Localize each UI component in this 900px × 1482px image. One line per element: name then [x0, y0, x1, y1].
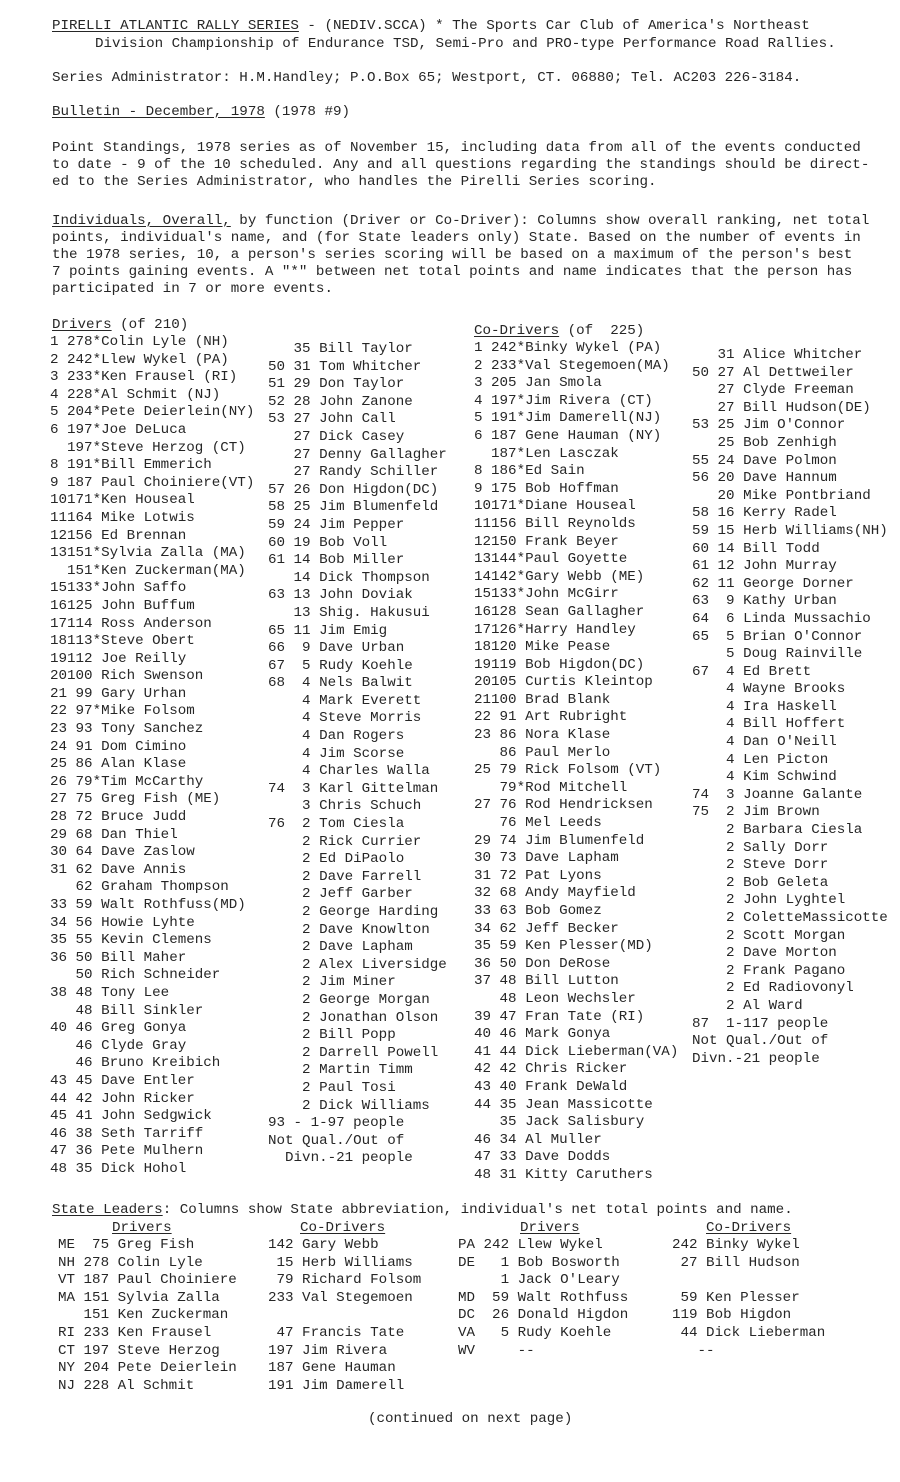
list-item: 2 Frank Pagano	[692, 962, 846, 979]
list-item: 9 175 Bob Hoffman	[474, 480, 619, 497]
list-item: 14 Dick Thompson	[268, 569, 430, 586]
list-item: 25 Bob Zenhigh	[692, 434, 837, 451]
list-item: 18120 Mike Pease	[474, 639, 611, 656]
list-item: 151 Ken Zuckerman	[58, 1307, 229, 1324]
list-item: 2 Dave Knowlton	[268, 921, 430, 938]
list-item: 27 75 Greg Fish (ME)	[50, 791, 221, 808]
list-item: 66 9 Dave Urban	[268, 640, 405, 657]
list-item: 35 Jack Salisbury	[474, 1114, 645, 1131]
bulletin-line	[52, 104, 350, 121]
list-item: 40 46 Mark Gonya	[474, 1026, 611, 1043]
list-item: 60 14 Bill Todd	[692, 540, 820, 557]
list-item: 197*Steve Herzog (CT)	[50, 439, 246, 456]
list-item: 87 1-117 people	[692, 1015, 829, 1032]
list-item: 14142*Gary Webb (ME)	[474, 568, 645, 585]
list-item: 5 204*Pete Deierlein(NY)	[50, 404, 255, 421]
list-item: 48 35 Dick Hohol	[50, 1160, 187, 1177]
series-subtitle: Division Championship of Endurance TSD, Semi-Pro and PRO-type Performance Road Rallies.	[95, 36, 836, 52]
list-item: 35 Bill Taylor	[268, 341, 413, 357]
list-item: 4 Wayne Brooks	[692, 681, 846, 698]
list-item: 21 99 Gary Urhan	[50, 685, 187, 702]
list-item: 65 5 Brian O'Connor	[692, 628, 863, 645]
list-item: 48 Leon Wechsler	[474, 990, 636, 1007]
list-item: 4 Ira Haskell	[692, 698, 837, 715]
list-item: CT 197 Steve Herzog	[58, 1342, 220, 1359]
list-item: 2 Ed Radiovonyl	[692, 980, 854, 997]
list-item: 39 47 Fran Tate (RI)	[474, 1008, 645, 1025]
list-item: 63 13 John Doviak	[268, 587, 413, 604]
list-item: 2 Jonathan Olson	[268, 1009, 439, 1026]
list-item: 20100 Rich Swenson	[50, 668, 204, 685]
list-item: 10171*Ken Houseal	[50, 492, 195, 509]
list-item: 5 191*Jim Damerell(NJ)	[474, 410, 662, 427]
list-item: Not Qual./Out of	[268, 1132, 405, 1149]
list-item: PA 242 Llew Wykel	[458, 1237, 603, 1253]
list-item: 34 56 Howie Lyhte	[50, 914, 195, 931]
list-item: 27 Bill Hudson(DE)	[692, 399, 871, 416]
list-item: 1 278*Colin Lyle (NH)	[50, 334, 229, 350]
list-item: 58 16 Kerry Radel	[692, 505, 837, 522]
list-item: 4 197*Jim Rivera (CT)	[474, 392, 653, 409]
list-item: WV --	[458, 1342, 535, 1359]
list-item: 36 50 Don DeRose	[474, 955, 611, 972]
list-item: 3 233*Ken Frausel (RI)	[50, 369, 238, 386]
list-item: 27 76 Rod Hendricksen	[474, 797, 653, 814]
list-item: 45 41 John Sedgwick	[50, 1108, 212, 1125]
list-item: 2 Martin Timm	[268, 1062, 413, 1079]
bulletin-title: Bulletin - December, 1978	[52, 104, 265, 120]
list-item: 233 Val Stegemoen	[268, 1289, 413, 1306]
list-item: 33 63 Bob Gomez	[474, 903, 602, 919]
codrivers-heading: Co-Drivers (of 225)	[474, 323, 645, 339]
list-item: 2 Bill Popp	[268, 1027, 396, 1044]
individuals-line-5: participated in 7 or more events.	[52, 281, 333, 297]
list-item: 4 Len Picton	[692, 751, 829, 768]
list-item: 2 Scott Morgan	[692, 927, 846, 944]
list-item: 36 50 Bill Maher	[50, 949, 187, 966]
individuals-line-4: 7 points gaining events. A "*" between net total points and name indicates that the person has	[52, 264, 853, 280]
list-item: Divn.-21 people	[268, 1150, 413, 1167]
state-right-drivers	[458, 1237, 628, 1360]
list-item: 2 233*Val Stegemoen(MA)	[474, 357, 670, 374]
list-item: 197 Jim Rivera	[268, 1342, 388, 1359]
list-item: 2 George Morgan	[268, 991, 430, 1008]
list-item: 2 Bob Geleta	[692, 874, 829, 891]
list-item: 25 86 Alan Klase	[50, 756, 187, 773]
list-item: 4 Dan O'Neill	[692, 734, 837, 751]
list-item: 2 Rick Currier	[268, 833, 422, 850]
list-item: 53 27 John Call	[268, 411, 396, 428]
list-item: 4 Kim Schwind	[692, 769, 837, 786]
list-item: 48 Bill Sinkler	[50, 1002, 204, 1019]
list-item: 46 Bruno Kreibich	[50, 1055, 221, 1072]
list-item: 44 Dick Lieberman	[672, 1324, 826, 1341]
intro-line-1: Point Standings, 1978 series as of November 15, including data from all of the events conducted	[52, 140, 861, 156]
series-title: PIRELLI ATLANTIC RALLY SERIES	[52, 18, 299, 34]
list-item: 19119 Bob Higdon(DC)	[474, 656, 645, 673]
list-item: 29 74 Jim Blumenfeld	[474, 832, 645, 849]
list-item: 17114 Ross Anderson	[50, 615, 212, 632]
list-item: 17126*Harry Handley	[474, 621, 636, 638]
list-item: 2 Paul Tosi	[268, 1079, 396, 1096]
state-left-codrivers	[268, 1237, 421, 1395]
list-item: NJ 228 Al Schmit	[58, 1377, 195, 1394]
list-item: 2 George Harding	[268, 904, 439, 920]
list-item: NY 204 Pete Deierlein	[58, 1360, 237, 1377]
list-item	[268, 1307, 421, 1325]
list-item: 55 24 Dave Polmon	[692, 452, 837, 469]
list-item: 30 73 Dave Lapham	[474, 850, 619, 867]
list-item: 4 Jim Scorse	[268, 745, 405, 762]
list-item: 50 27 Al Dettweiler	[692, 364, 854, 381]
list-item: --	[672, 1342, 715, 1359]
list-item: 74 3 Joanne Galante	[692, 786, 863, 803]
list-item: 2 John Lyghtel	[692, 892, 846, 909]
intro-line-3: ed to the Series Administrator, who handles the Pirelli Series scoring.	[52, 174, 657, 190]
list-item: 27 Bill Hudson	[672, 1254, 800, 1271]
state-left-drivers-header: Drivers	[112, 1220, 172, 1236]
list-item: 30 64 Dave Zaslow	[50, 844, 195, 861]
list-item: 42 42 Chris Ricker	[474, 1061, 628, 1078]
state-right-codrivers-header: Co-Drivers	[706, 1220, 792, 1236]
list-item: 33 59 Walt Rothfuss(MD)	[50, 897, 246, 913]
list-item: 76 Mel Leeds	[474, 815, 602, 832]
list-item: 20 Mike Pontbriand	[692, 487, 871, 504]
list-item: 119 Bob Higdon	[672, 1307, 792, 1324]
list-item: 12150 Frank Beyer	[474, 533, 619, 550]
drivers-column-1	[50, 334, 254, 1179]
list-item: 74 3 Karl Gittelman	[268, 780, 439, 797]
list-item: 4 Mark Everett	[268, 692, 422, 709]
list-item: 13144*Paul Goyette	[474, 551, 628, 568]
list-item: 27 Clyde Freeman	[692, 382, 854, 399]
list-item: 27 Denny Gallagher	[268, 446, 447, 463]
list-item: MD 59 Walt Rothfuss	[458, 1289, 629, 1306]
list-item: 187 Gene Hauman	[268, 1360, 396, 1377]
list-item: NH 278 Colin Lyle	[58, 1254, 203, 1271]
list-item: 47 36 Pete Mulhern	[50, 1143, 204, 1160]
codrivers-column-1	[474, 340, 678, 1185]
list-item: 2 Barbara Ciesla	[692, 822, 863, 839]
list-item: 2 Jeff Garber	[268, 886, 413, 903]
list-item: 4 Steve Morris	[268, 710, 422, 727]
state-left-drivers	[58, 1237, 237, 1395]
list-item: 11156 Bill Reynolds	[474, 515, 636, 532]
list-item: 21100 Brad Blank	[474, 691, 611, 708]
list-item: 1 242*Binky Wykel (PA)	[474, 340, 662, 356]
list-item: 8 186*Ed Sain	[474, 463, 585, 480]
list-item: 76 2 Tom Ciesla	[268, 816, 405, 833]
list-item: 37 48 Bill Lutton	[474, 973, 619, 990]
list-item	[672, 1272, 825, 1290]
drivers-column-2	[268, 341, 447, 1168]
list-item: 79*Rod Mitchell	[474, 779, 628, 796]
list-item: 31 72 Pat Lyons	[474, 867, 602, 884]
list-item: ME 75 Greg Fish	[58, 1237, 195, 1253]
list-item: 44 42 John Ricker	[50, 1090, 195, 1107]
list-item: 151*Ken Zuckerman(MA)	[50, 562, 246, 579]
list-item: 75 2 Jim Brown	[692, 804, 820, 821]
list-item: 34 62 Jeff Becker	[474, 920, 619, 937]
list-item: 67 4 Ed Brett	[692, 663, 812, 680]
list-item: 187*Len Lasczak	[474, 445, 619, 462]
list-item: 4 Charles Walla	[268, 763, 430, 780]
list-item: 38 48 Tony Lee	[50, 984, 170, 1001]
list-item: 46 Clyde Gray	[50, 1037, 187, 1054]
list-item: 2 Al Ward	[692, 997, 803, 1014]
list-item: 60 19 Bob Voll	[268, 534, 388, 551]
list-item: 8 191*Bill Emmerich	[50, 457, 212, 474]
list-item: 50 31 Tom Whitcher	[268, 358, 422, 375]
list-item: 93 - 1-97 people	[268, 1115, 405, 1132]
series-title-line	[52, 18, 810, 35]
state-leaders-heading: State Leaders	[52, 1202, 163, 1218]
list-item: 67 5 Rudy Koehle	[268, 657, 413, 674]
list-item: 32 68 Andy Mayfield	[474, 885, 636, 902]
intro-line-2: to date - 9 of the 10 scheduled. Any and all questions regarding the standings should be direct-	[52, 157, 870, 173]
list-item: VA 5 Rudy Koehle	[458, 1324, 612, 1341]
list-item: 13151*Sylvia Zalla (MA)	[50, 545, 246, 562]
list-item: 22 97*Mike Folsom	[50, 703, 195, 720]
list-item: 191 Jim Damerell	[268, 1377, 405, 1394]
state-left-codrivers-header: Co-Drivers	[300, 1220, 386, 1236]
list-item: 18113*Steve Obert	[50, 633, 195, 650]
list-item: 63 9 Kathy Urban	[692, 593, 837, 610]
list-item: 57 26 Don Higdon(DC)	[268, 481, 439, 498]
list-item: 1 Jack O'Leary	[458, 1272, 620, 1289]
list-item: 9 187 Paul Choiniere(VT)	[50, 474, 255, 491]
list-item: 4 Dan Rogers	[268, 728, 405, 745]
list-item: 86 Paul Merlo	[474, 744, 611, 761]
list-item: VT 187 Paul Choiniere	[58, 1272, 237, 1289]
list-item: 16128 Sean Gallagher	[474, 603, 645, 620]
list-item: 25 79 Rick Folsom (VT)	[474, 762, 662, 779]
list-item: 3 Chris Schuch	[268, 798, 422, 815]
list-item: 27 Dick Casey	[268, 428, 405, 445]
list-item: 2 ColetteMassicotte	[692, 910, 888, 926]
list-item: 23 93 Tony Sanchez	[50, 721, 204, 738]
list-item: 2 Dave Farrell	[268, 868, 422, 885]
list-item: 68 4 Nels Balwit	[268, 675, 413, 692]
list-item: 2 Dick Williams	[268, 1097, 430, 1114]
list-item: 56 20 Dave Hannum	[692, 470, 837, 487]
list-item: 43 40 Frank DeWald	[474, 1078, 628, 1095]
list-item: 59 15 Herb Williams(NH)	[692, 522, 888, 539]
list-item: 47 33 Dave Dodds	[474, 1149, 611, 1166]
bulletin-number: (1978 #9)	[264, 104, 350, 120]
list-item: 58 25 Jim Blumenfeld	[268, 499, 439, 516]
list-item: 13 Shig. Hakusui	[268, 604, 430, 621]
list-item: DC 26 Donald Higdon	[458, 1307, 629, 1324]
list-item: 4 Bill Hoffert	[692, 716, 846, 733]
list-item: 43 45 Dave Entler	[50, 1072, 195, 1089]
list-item: 2 Darrell Powell	[268, 1044, 439, 1061]
list-item: 2 Dave Lapham	[268, 939, 413, 956]
list-item: 2 Alex Liversidge	[268, 956, 447, 973]
list-item: 44 35 Jean Massicotte	[474, 1096, 653, 1113]
list-item: 11164 Mike Lotwis	[50, 509, 195, 526]
list-item: 2 Sally Dorr	[692, 839, 829, 856]
list-item: 2 242*Llew Wykel (PA)	[50, 351, 229, 368]
list-item: 15133*John McGirr	[474, 586, 619, 603]
individuals-heading: Individuals, Overall,	[52, 213, 231, 229]
individuals-line-3: the 1978 series, 10, a person's series scoring will be based on a maximum of the person's best	[52, 247, 853, 263]
list-item: 5 Doug Rainville	[692, 646, 863, 663]
list-item: 40 46 Greg Gonya	[50, 1020, 187, 1037]
list-item: 61 14 Bob Miller	[268, 552, 405, 569]
list-item: 3 205 Jan Smola	[474, 375, 602, 392]
individuals-line-2: points, individual's name, and (for State leaders only) State. Based on the number of events in	[52, 230, 861, 246]
list-item: Not Qual./Out of	[692, 1033, 829, 1050]
list-item: 242 Binky Wykel	[672, 1237, 800, 1253]
list-item: 65 11 Jim Emig	[268, 622, 388, 639]
list-item: 6 197*Joe DeLuca	[50, 421, 187, 438]
list-item: 62 Graham Thompson	[50, 879, 229, 896]
list-item: RI 233 Ken Frausel	[58, 1324, 212, 1341]
list-item: MA 151 Sylvia Zalla	[58, 1289, 220, 1306]
list-item: 31 62 Dave Annis	[50, 861, 187, 878]
list-item: 142 Gary Webb	[268, 1237, 379, 1253]
list-item: 10171*Diane Houseal	[474, 498, 636, 515]
list-item: Divn.-21 people	[692, 1050, 820, 1067]
list-item: 79 Richard Folsom	[268, 1272, 422, 1289]
list-item: 22 91 Art Rubright	[474, 709, 628, 726]
individuals-line-1: Individuals, Overall, by function (Driver or Co-Driver): Columns show overall ranking, net total	[52, 213, 870, 229]
list-item: 2 Ed DiPaolo	[268, 851, 405, 868]
list-item: 19112 Joe Reilly	[50, 650, 187, 667]
list-item: 2 Jim Miner	[268, 974, 396, 991]
list-item: 28 72 Bruce Judd	[50, 809, 187, 826]
administrator-line: Series Administrator: H.M.Handley; P.O.Box 65; Westport, CT. 06880; Tel. AC203 226-3184.	[52, 70, 802, 86]
list-item: 23 86 Nora Klase	[474, 727, 611, 744]
list-item: 46 38 Seth Tarriff	[50, 1125, 204, 1142]
list-item: 35 59 Ken Plesser(MD)	[474, 938, 653, 955]
state-right-drivers-header: Drivers	[520, 1220, 580, 1236]
list-item: 16125 John Buffum	[50, 597, 195, 614]
state-leaders-description: : Columns show State abbreviation, individual's net total points and name.	[162, 1202, 793, 1218]
state-leaders-line	[52, 1202, 793, 1219]
list-item: 29 68 Dan Thiel	[50, 826, 178, 843]
list-item: 47 Francis Tate	[268, 1324, 405, 1341]
state-right-codrivers	[672, 1237, 825, 1360]
list-item: 6 187 Gene Hauman (NY)	[474, 427, 662, 444]
list-item: 59 Ken Plesser	[672, 1289, 800, 1306]
list-item: 48 31 Kitty Caruthers	[474, 1166, 653, 1183]
list-item: 62 11 George Dorner	[692, 575, 854, 592]
continued-note: (continued on next page)	[368, 1411, 573, 1427]
series-title-rest: - (NEDIV.SCCA) * The Sports Car Club of America's Northeast	[298, 18, 810, 34]
list-item: 27 Randy Schiller	[268, 464, 439, 481]
list-item: 4 228*Al Schmit (NJ)	[50, 386, 221, 403]
list-item: 26 79*Tim McCarthy	[50, 773, 204, 790]
codrivers-column-2	[692, 347, 888, 1068]
list-item: 2 Dave Morton	[692, 945, 837, 962]
list-item: 52 28 John Zanone	[268, 393, 413, 410]
list-item: 15 Herb Williams	[268, 1254, 413, 1271]
list-item: 51 29 Don Taylor	[268, 376, 405, 393]
list-item: 12156 Ed Brennan	[50, 527, 187, 544]
list-item: DE 1 Bob Bosworth	[458, 1254, 620, 1271]
list-item: 61 12 John Murray	[692, 558, 837, 575]
list-item: 31 Alice Whitcher	[692, 347, 863, 363]
list-item: 41 44 Dick Lieberman(VA)	[474, 1043, 679, 1060]
list-item: 50 Rich Schneider	[50, 967, 221, 984]
list-item: 35 55 Kevin Clemens	[50, 932, 212, 949]
list-item: 53 25 Jim O'Connor	[692, 417, 846, 434]
list-item: 20105 Curtis Kleintop	[474, 674, 653, 691]
list-item: 15133*John Saffo	[50, 580, 187, 597]
drivers-heading: Drivers (of 210)	[52, 317, 189, 333]
list-item: 59 24 Jim Pepper	[268, 516, 405, 533]
list-item: 24 91 Dom Cimino	[50, 738, 187, 755]
list-item: 46 34 Al Muller	[474, 1131, 602, 1148]
list-item: 64 6 Linda Mussachio	[692, 610, 871, 627]
list-item: 2 Steve Dorr	[692, 857, 829, 874]
